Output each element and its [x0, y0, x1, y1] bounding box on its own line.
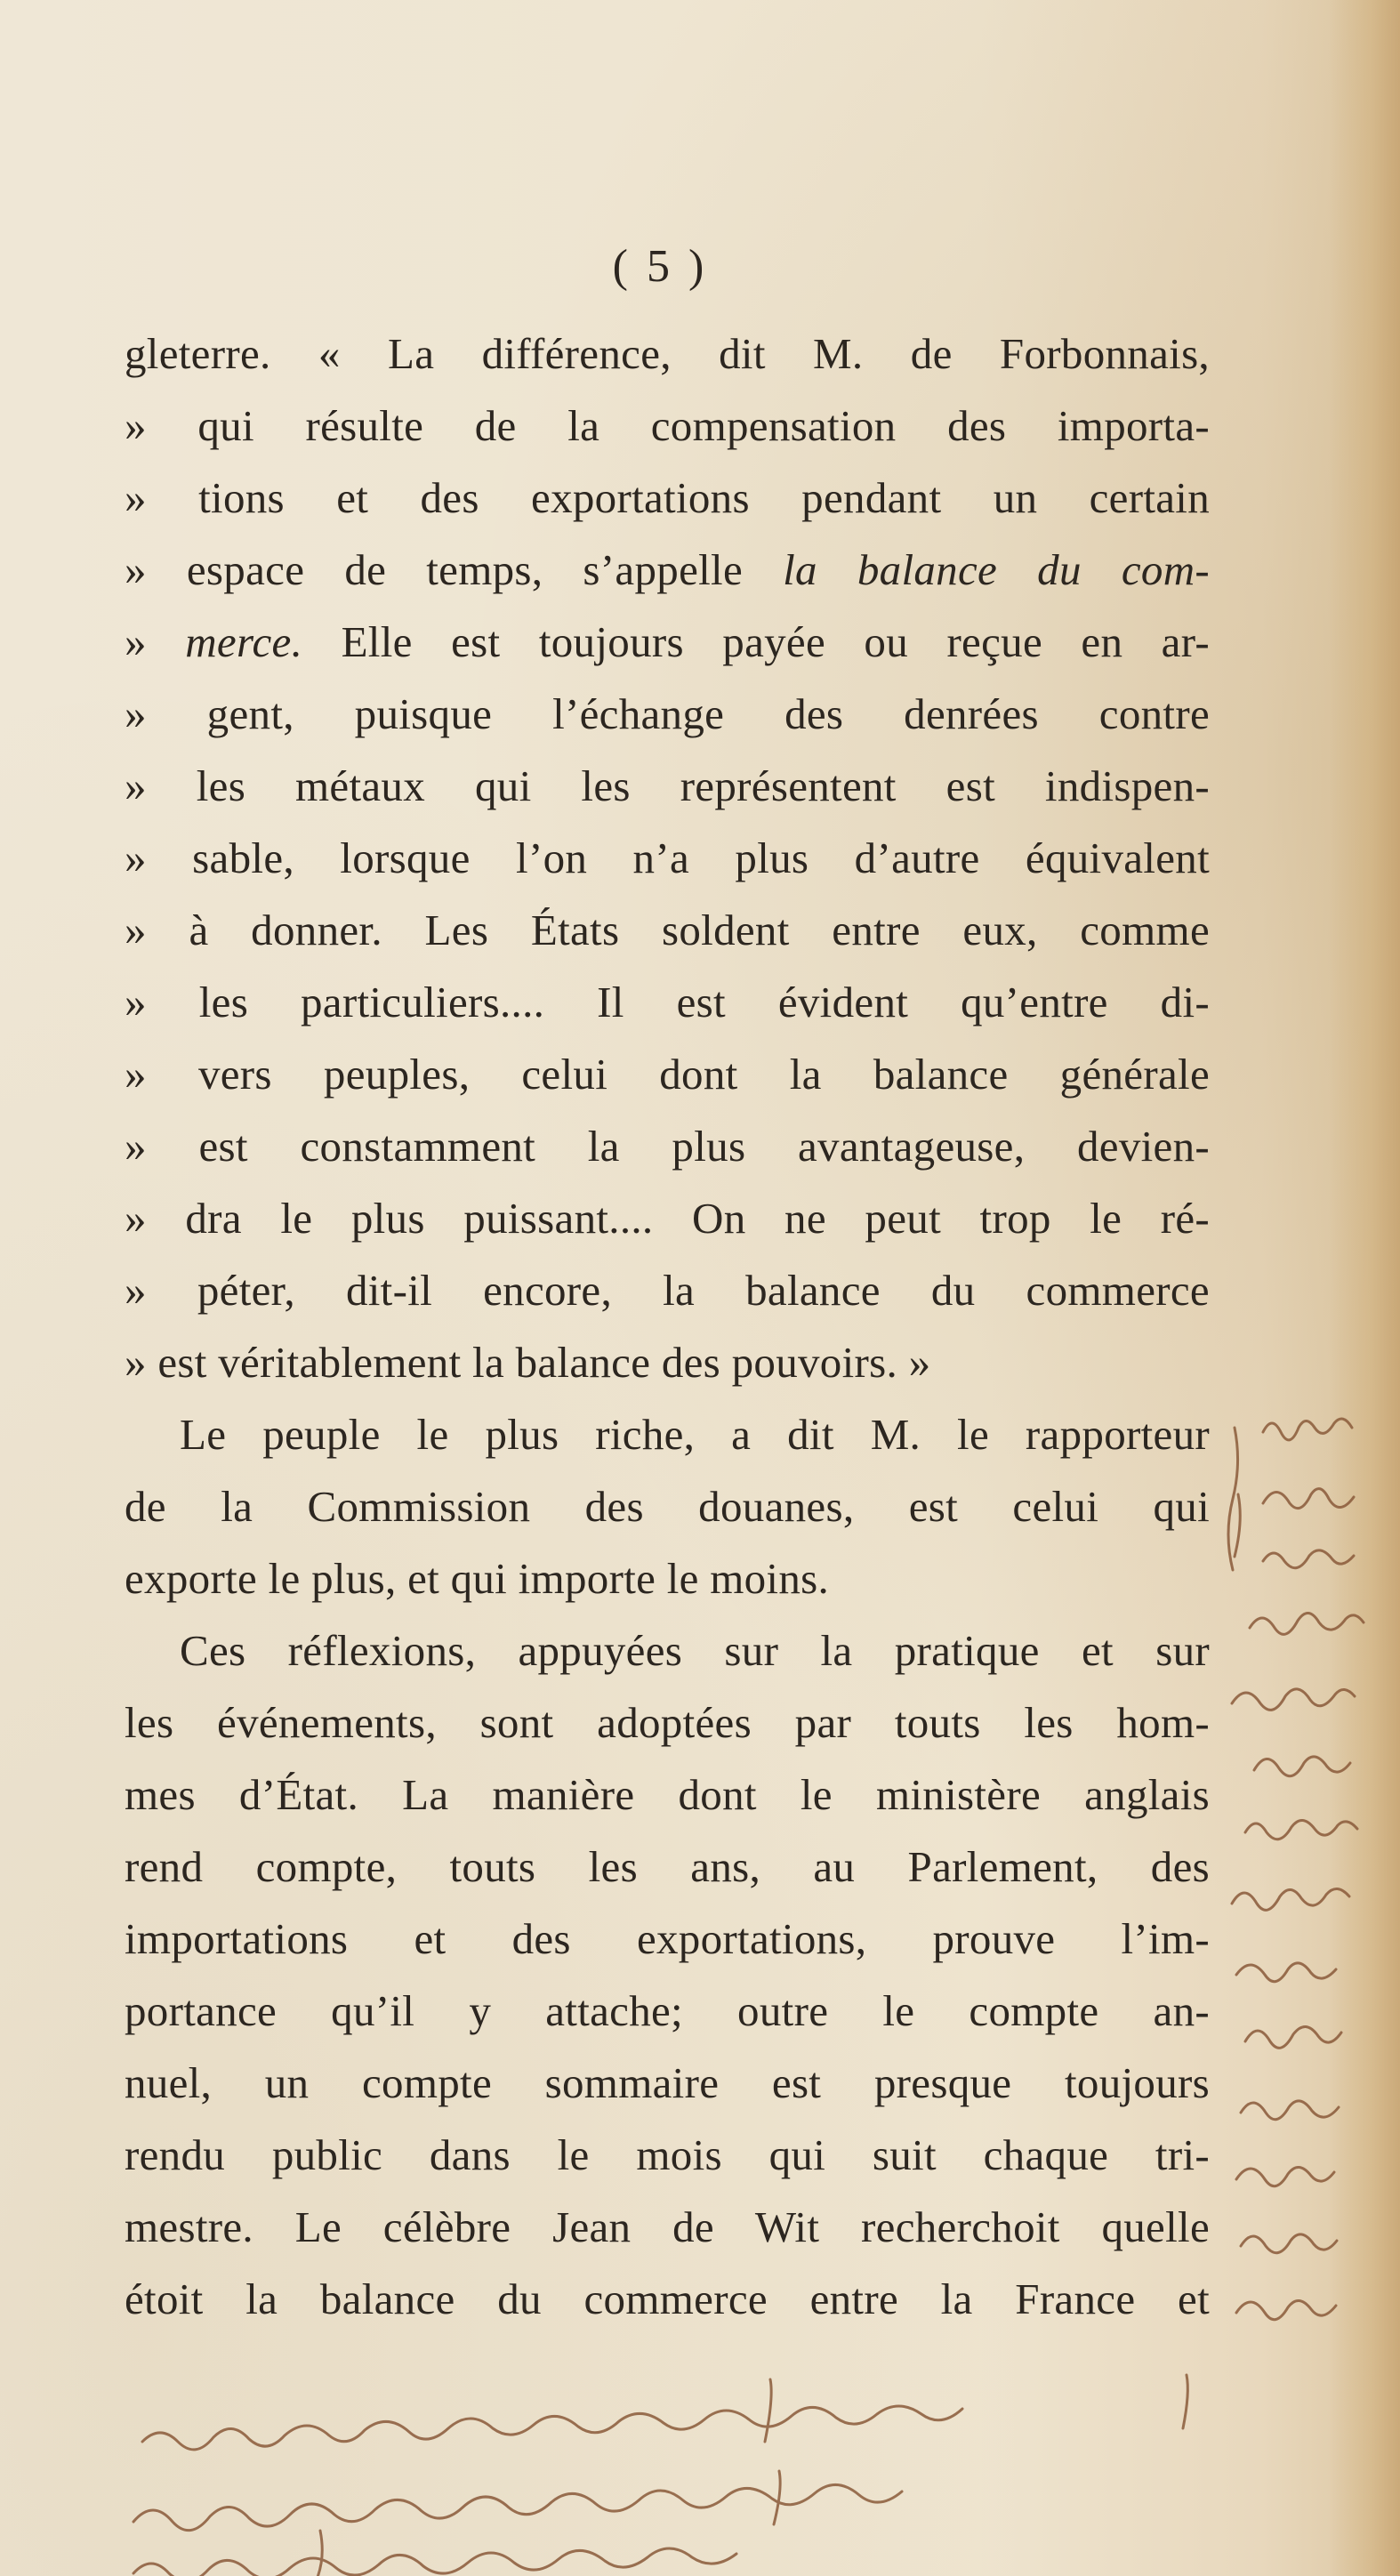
margin-scribble [1263, 1489, 1354, 1509]
margin-scribble [1250, 1613, 1364, 1634]
text-line: » vers peuples, celui dont la balance générale [125, 1050, 1210, 1099]
bottom-handwriting-ascender [774, 2471, 780, 2524]
margin-bracket [1235, 1494, 1240, 1557]
margin-scribble [1236, 2300, 1336, 2319]
text-line: exporte le plus, et qui importe le moins. [125, 1554, 830, 1603]
margin-scribble [1245, 1820, 1357, 1839]
text-line: de la Commission des douanes, est celui qui [125, 1482, 1210, 1531]
text-line: rendu public dans le mois qui suit chaque tri- [125, 2130, 1210, 2179]
text-line: étoit la balance du commerce entre la France et [125, 2274, 1210, 2323]
text-segment: » [125, 617, 186, 666]
bottom-handwriting-line [133, 2484, 902, 2530]
text-segment: » espace de temps, s’appelle [125, 545, 784, 594]
text-line: » les métaux qui les représentent est indispen- [125, 761, 1210, 810]
text-line: Le peuple le plus riche, a dit M. le rapporteur [180, 1410, 1210, 1459]
margin-scribble [1241, 2234, 1337, 2253]
margin-scribble [1232, 1689, 1355, 1710]
text-line: » à donner. Les États soldent entre eux, comme [125, 906, 1210, 954]
margin-scribble [1232, 1888, 1349, 1910]
bottom-handwriting-ascender [317, 2531, 322, 2576]
bottom-handwriting-line [142, 2406, 962, 2450]
text-line: » sable, lorsque l’on n’a plus d’autre équivalent [125, 833, 1210, 882]
text-line: portance qu’il y attache; outre le compte an- [125, 1986, 1210, 2035]
text-line: » gent, puisque l’échange des denrées contre [125, 689, 1210, 738]
text-line: » est véritablement la balance des pouvoirs. » [125, 1338, 931, 1387]
italic-phrase: la balance du com- [783, 545, 1210, 594]
bottom-handwriting-ascender [765, 2379, 771, 2442]
text-line: » tions et des exportations pendant un certain [125, 473, 1210, 522]
page-number: ( 5 ) [612, 241, 708, 292]
text-line: mestre. Le célèbre Jean de Wit recherchoit quelle [125, 2202, 1210, 2251]
margin-scribble [1263, 1550, 1354, 1568]
text-line: rend compte, touts les ans, au Parlement, des [125, 1842, 1210, 1891]
margin-scribble [1245, 2026, 1341, 2048]
text-line: mes d’État. La manière dont le ministère anglais [125, 1770, 1210, 1819]
margin-scribble [1263, 1419, 1352, 1440]
text-line: les événements, sont adoptées par touts les hom- [125, 1698, 1210, 1747]
italic-phrase: merce. [185, 617, 303, 666]
margin-scribble [1236, 1963, 1336, 1982]
text-line: » dra le plus puissant.... On ne peut trop le ré- [125, 1194, 1210, 1243]
text-line: » est constamment la plus avantageuse, devien- [125, 1122, 1210, 1171]
text-line: Ces réflexions, appuyées sur la pratique et sur [180, 1626, 1210, 1675]
bottom-handwriting-line [133, 2548, 736, 2576]
text-line: importations et des exportations, prouve l’im- [125, 1914, 1210, 1963]
text-segment: Elle est toujours payée ou reçue en ar- [302, 617, 1210, 666]
margin-scribble [1236, 2167, 1334, 2186]
margin-scribble [1241, 2101, 1339, 2120]
text-line: » péter, dit-il encore, la balance du commerce [125, 1266, 1210, 1315]
text-line: » qui résulte de la compensation des importa- [125, 401, 1210, 450]
bottom-handwriting-ascender [1183, 2375, 1187, 2428]
text-line: » les particuliers.... Il est évident qu’entre di- [125, 978, 1210, 1026]
margin-scribble [1254, 1757, 1350, 1776]
text-line: gleterre. « La différence, dit M. de Forbonnais, [125, 329, 1210, 378]
text-line: nuel, un compte sommaire est presque toujours [125, 2058, 1210, 2107]
